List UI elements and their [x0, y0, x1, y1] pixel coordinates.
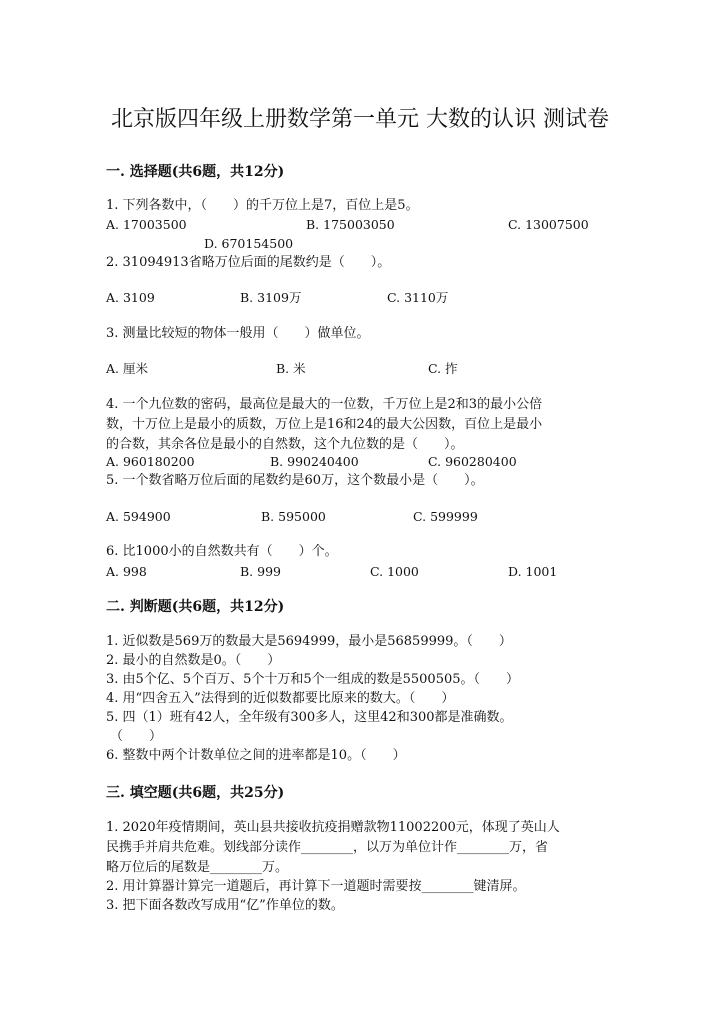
option-b: B. 595000: [261, 509, 326, 524]
option-c: C. 599999: [413, 509, 478, 524]
fill-in-item: 民携手并肩共危难。划线部分读作________，以万为单位计作________万，省: [106, 840, 549, 855]
option-c: C. 1000: [370, 564, 419, 579]
option-d: D. 1001: [508, 564, 558, 579]
answer-blank: （ ）: [110, 729, 163, 744]
option-b: B. 999: [240, 564, 281, 579]
option-a: A. 17003500: [106, 217, 187, 232]
question-stem: 4. 一个九位数的密码，最高位是最大的一位数，千万位上是2和3的最小公倍: [106, 397, 543, 412]
section-heading-choice: 一. 选择题(共6题，共12分): [106, 164, 285, 180]
option-c: C. 13007500: [508, 217, 589, 232]
fill-in-item: 略万位后的尾数是________万。: [106, 860, 289, 875]
page-title: 北京版四年级上册数学第一单元 大数的认识 测试卷: [111, 106, 609, 132]
option-c: C. 3110万: [387, 290, 449, 305]
option-d: D. 670154500: [204, 236, 294, 251]
judgment-item: 3. 由5个亿、5个百万、5个十万和5个一组成的数是5500505。（ ）: [106, 672, 520, 687]
section-heading-fill-in: 三. 填空题(共6题，共25分): [106, 785, 285, 801]
option-a: A. 998: [106, 564, 147, 579]
fill-in-item: 2. 用计算器计算完一道题后，再计算下一道题时需要按________键清屏。: [106, 879, 526, 894]
option-b: B. 990240400: [270, 454, 359, 469]
question-stem: 6. 比1000小的自然数共有（ ）个。: [106, 544, 338, 559]
question-stem: 1. 下列各数中，（ ）的千万位上是7，百位上是5。: [106, 198, 419, 213]
question-stem: 数，十万位上是最小的质数，万位上是16和24的最大公因数，百位上是最小: [106, 417, 543, 432]
fill-in-item: 1. 2020年疫情期间，英山县共接收抗疫捐赠款物11002200元，体现了英山人: [106, 820, 560, 835]
option-b: B. 3109万: [240, 290, 302, 305]
option-a: A. 厘米: [106, 361, 148, 376]
option-c: C. 960280400: [428, 454, 517, 469]
judgment-item: 6. 整数中两个计数单位之间的进率都是10。（ ）: [106, 748, 406, 763]
option-a: A. 594900: [106, 509, 171, 524]
option-a: A. 3109: [106, 290, 155, 305]
judgment-item: 2. 最小的自然数是0。（ ）: [106, 653, 281, 668]
judgment-item: 1. 近似数是569万的数最大是5694999，最小是56859999。（ ）: [106, 634, 512, 649]
section-heading-judgment: 二. 判断题(共6题，共12分): [106, 599, 285, 615]
question-stem: 的合数，其余各位是最小的自然数，这个九位数的是（ ）。: [106, 437, 464, 452]
fill-in-item: 3. 把下面各数改写成用“亿”作单位的数。: [106, 898, 344, 913]
judgment-item: 5. 四（1）班有42人，全年级有300多人，这里42和300都是准确数。: [106, 710, 513, 725]
question-stem: 2. 31094913省略万位后面的尾数约是（ ）。: [106, 255, 391, 270]
option-b: B. 175003050: [306, 217, 395, 232]
option-c: C. 拃: [428, 361, 458, 376]
question-stem: 5. 一个数省略万位后面的尾数约是60万，这个数最小是（ ）。: [106, 473, 484, 488]
judgment-item: 4. 用“四舍五入”法得到的近似数都要比原来的数大。（ ）: [106, 691, 455, 706]
option-a: A. 960180200: [106, 454, 195, 469]
question-stem: 3. 测量比较短的物体一般用（ ）做单位。: [106, 326, 370, 341]
option-b: B. 米: [276, 361, 306, 376]
